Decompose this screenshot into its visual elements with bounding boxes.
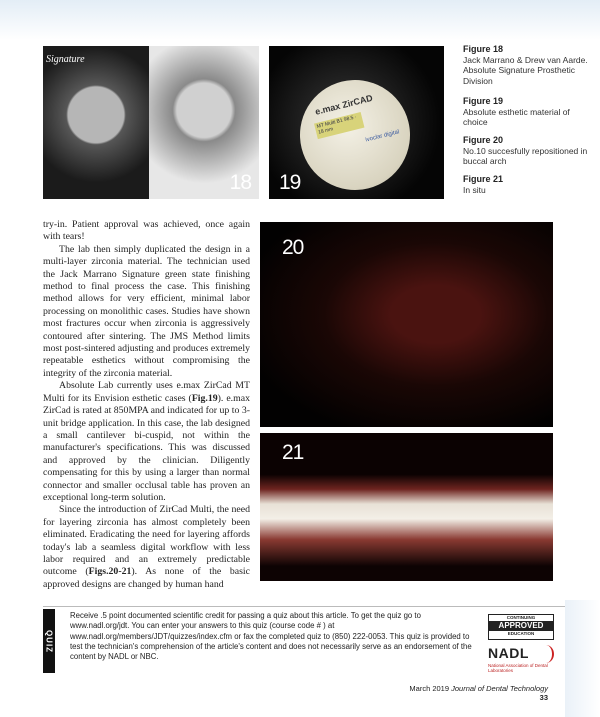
- nadl-subtitle: National Association of Dental Laboratories: [488, 663, 548, 673]
- disc-label: MT Multi B1 98.5 · 18 mm: [314, 112, 364, 139]
- caption-text: In situ: [463, 184, 486, 195]
- quiz-text: Receive .5 point documented scientific credit for passing a quiz about this article. To get the quiz go to www.nadl.org/jdt. You can enter your answers to this quiz (course code # ) at www.nadl.org/members/JDT/quizzes/index.cfm or fax the completed quiz to (850) 222-0053. This quiz is provided to test the technician's comprehension of the article's content and does not necessarily serve as an endorsement of the content by NADL or NBC.: [70, 611, 472, 662]
- caption-figure-20: [463, 135, 593, 167]
- paragraph: The lab then simply duplicated the design in a multi-layer zirconia material. The technician used the Jack Marrano Signature green state finishing method to final process the case. This finishing method allows for very efficient, minimal labor processing on monolithic cases. Studies have shown most fractures occur when zirconia is aggressively contoured after sintering. The JMS Method limits most post-sintered adjusting and produces extremely repeatable esthetics without compromising the integrity of the zirconia material.: [43, 243, 250, 379]
- badge-line: CONTINUING: [506, 615, 536, 620]
- quiz-tab: [43, 609, 55, 673]
- caption-text: Absolute esthetic material of choice: [463, 106, 570, 127]
- paragraph-text: Since the introduction of ZirCad Multi, the need for layering zirconia has almost completely been eliminated. Eradicating the need for layering affords today's lab a seamless digital workflow with less labor required and an extremely predictable outcome (: [43, 504, 250, 578]
- figure-number-18: 18: [229, 171, 251, 194]
- nadl-swoosh-icon: [538, 645, 554, 663]
- caption-figure-19: [463, 96, 593, 128]
- page-number: 33: [539, 693, 548, 702]
- photo-drew-van-aarde: [149, 46, 259, 199]
- paragraph-text: ). As none of the basic approved designs are changed by human hand: [43, 566, 251, 590]
- caption-text: Jack Marrano & Drew van Aarde. Absolute Signature Prosthetic Division: [463, 54, 588, 86]
- paragraph-text: ). e.max ZirCad is rated at 850MPA and indicated for up to 3-unit bridge application. In this case, the lab designed a small cantilever bi-cuspid, not within the manufacturer's specifications. This was discussed and approved by the clinician. Diligently compensating for this by using a larger than normal connector and smaller occlusal table has proven an exceptional long-term solution.: [43, 392, 250, 503]
- footer-journal: Journal of Dental Technology: [451, 684, 548, 693]
- caption-figure-label: Figure 19: [463, 96, 504, 106]
- header-band: [0, 0, 600, 40]
- caption-figure-label: Figure 18: [463, 44, 504, 54]
- caption-figure-21: [463, 174, 593, 195]
- page-edge-tab: [565, 600, 600, 717]
- nadl-wordmark: NADL: [488, 645, 529, 661]
- caption-figure-label: Figure 20: [463, 135, 504, 145]
- article-body: [43, 219, 250, 591]
- figure-number-21: 21: [282, 441, 304, 464]
- figure-number-19: 19: [279, 171, 301, 194]
- badge-line: APPROVED: [489, 621, 553, 631]
- paragraph: [43, 380, 250, 504]
- footer-date: March 2019: [409, 684, 450, 693]
- disc-maker: ivoclar digital: [364, 129, 401, 144]
- signature-logo: Signature: [46, 54, 85, 65]
- badge-line: EDUCATION: [507, 631, 535, 636]
- page-footer: [408, 684, 548, 702]
- caption-figure-18: [463, 44, 593, 86]
- paragraph: [43, 504, 250, 591]
- caption-figure-label: Figure 21: [463, 174, 504, 184]
- photo-figure-20: [260, 222, 553, 427]
- paragraph-text: Absolute Lab currently uses e.max ZirCad MT Multi for its Envision esthetic cases (: [43, 380, 250, 404]
- figure-number-20: 20: [282, 236, 304, 259]
- nadl-logo: [488, 645, 548, 673]
- quiz-divider: [43, 606, 566, 607]
- caption-text: No.10 succesfully repositioned in buccal arch: [463, 145, 588, 166]
- disc-brand: e.max ZirCAD: [314, 92, 374, 117]
- figure-reference: Fig.19: [191, 392, 218, 404]
- photo-jack-marrano: [43, 46, 149, 199]
- paragraph: try-in. Patient approval was achieved, once again with tears!: [43, 219, 250, 243]
- photo-figure-21: [260, 433, 553, 581]
- continuing-education-badge: [488, 614, 554, 640]
- figure-reference: Figs.20-21: [88, 566, 132, 578]
- quiz-tab-label: QUIZ: [44, 629, 54, 654]
